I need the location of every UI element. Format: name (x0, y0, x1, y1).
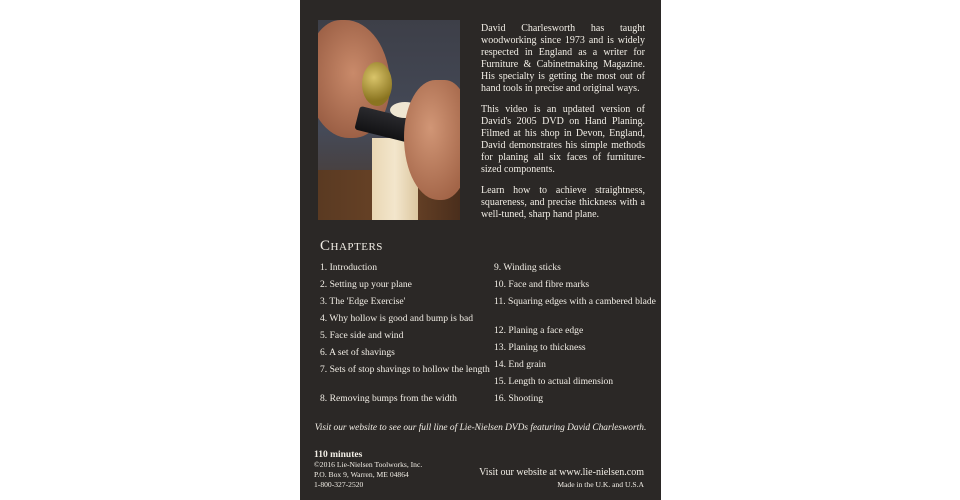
chapter-item: 2. Setting up your plane (320, 279, 412, 290)
website-url: Visit our website at www.lie-nielsen.com (479, 467, 644, 478)
chapter-item: 4. Why hollow is good and bump is bad (320, 313, 474, 324)
chapters-heading: Chapters (320, 238, 383, 254)
chapter-item: 7. Sets of stop shavings to hollow the length (320, 364, 490, 375)
dvd-back-cover (300, 0, 661, 500)
chapter-item: 10. Face and fibre marks (494, 279, 590, 290)
chapter-item: 8. Removing bumps from the width (320, 393, 457, 404)
intro-paragraph-learn: Learn how to achieve straightness, squareness, and precise thickness with a well-tuned, sharp hand plane. (481, 185, 645, 220)
chapter-item: 14. End grain (494, 359, 546, 370)
intro-paragraph-video: This video is an updated version of David's 2005 DVD on Hand Planing. Filmed at his shop in Devon, England, David demonstrates his simple methods for planing all six faces of furniture-sized components. (481, 104, 645, 175)
hand-planing-photo (318, 20, 460, 220)
phone-number: 1-800-327-2520 (314, 480, 364, 489)
chapter-item: 13. Planing to thickness (494, 342, 586, 353)
chapter-item: 1. Introduction (320, 262, 378, 273)
chapter-item: 3. The 'Edge Exercise' (320, 296, 406, 307)
chapter-item: 16. Shooting (494, 393, 544, 404)
chapter-item: 11. Squaring edges with a cambered blade (494, 296, 656, 307)
made-in: Made in the U.K. and U.S.A (557, 480, 644, 489)
dvd-line-note: Visit our website to see our full line of Lie-Nielsen DVDs featuring David Charlesworth. (314, 423, 647, 433)
chapter-item: 12. Planing a face edge (494, 325, 584, 336)
chapter-item: 15. Length to actual dimension (494, 376, 614, 387)
chapter-item: 6. A set of shavings (320, 347, 395, 358)
chapter-item: 9. Winding sticks (494, 262, 561, 273)
address: P.O. Box 9, Warren, ME 04864 (314, 470, 409, 479)
copyright: ©2016 Lie-Nielsen Toolworks, Inc. (314, 460, 423, 469)
chapter-item: 5. Face side and wind (320, 330, 404, 341)
runtime: 110 minutes (314, 450, 363, 460)
intro-paragraph-bio: David Charlesworth has taught woodworking since 1973 and is widely respected in England as a writer for Furniture & Cabinetmaking Magazine. His specialty is getting the most out of hand tools in precise and original ways. (481, 23, 645, 94)
